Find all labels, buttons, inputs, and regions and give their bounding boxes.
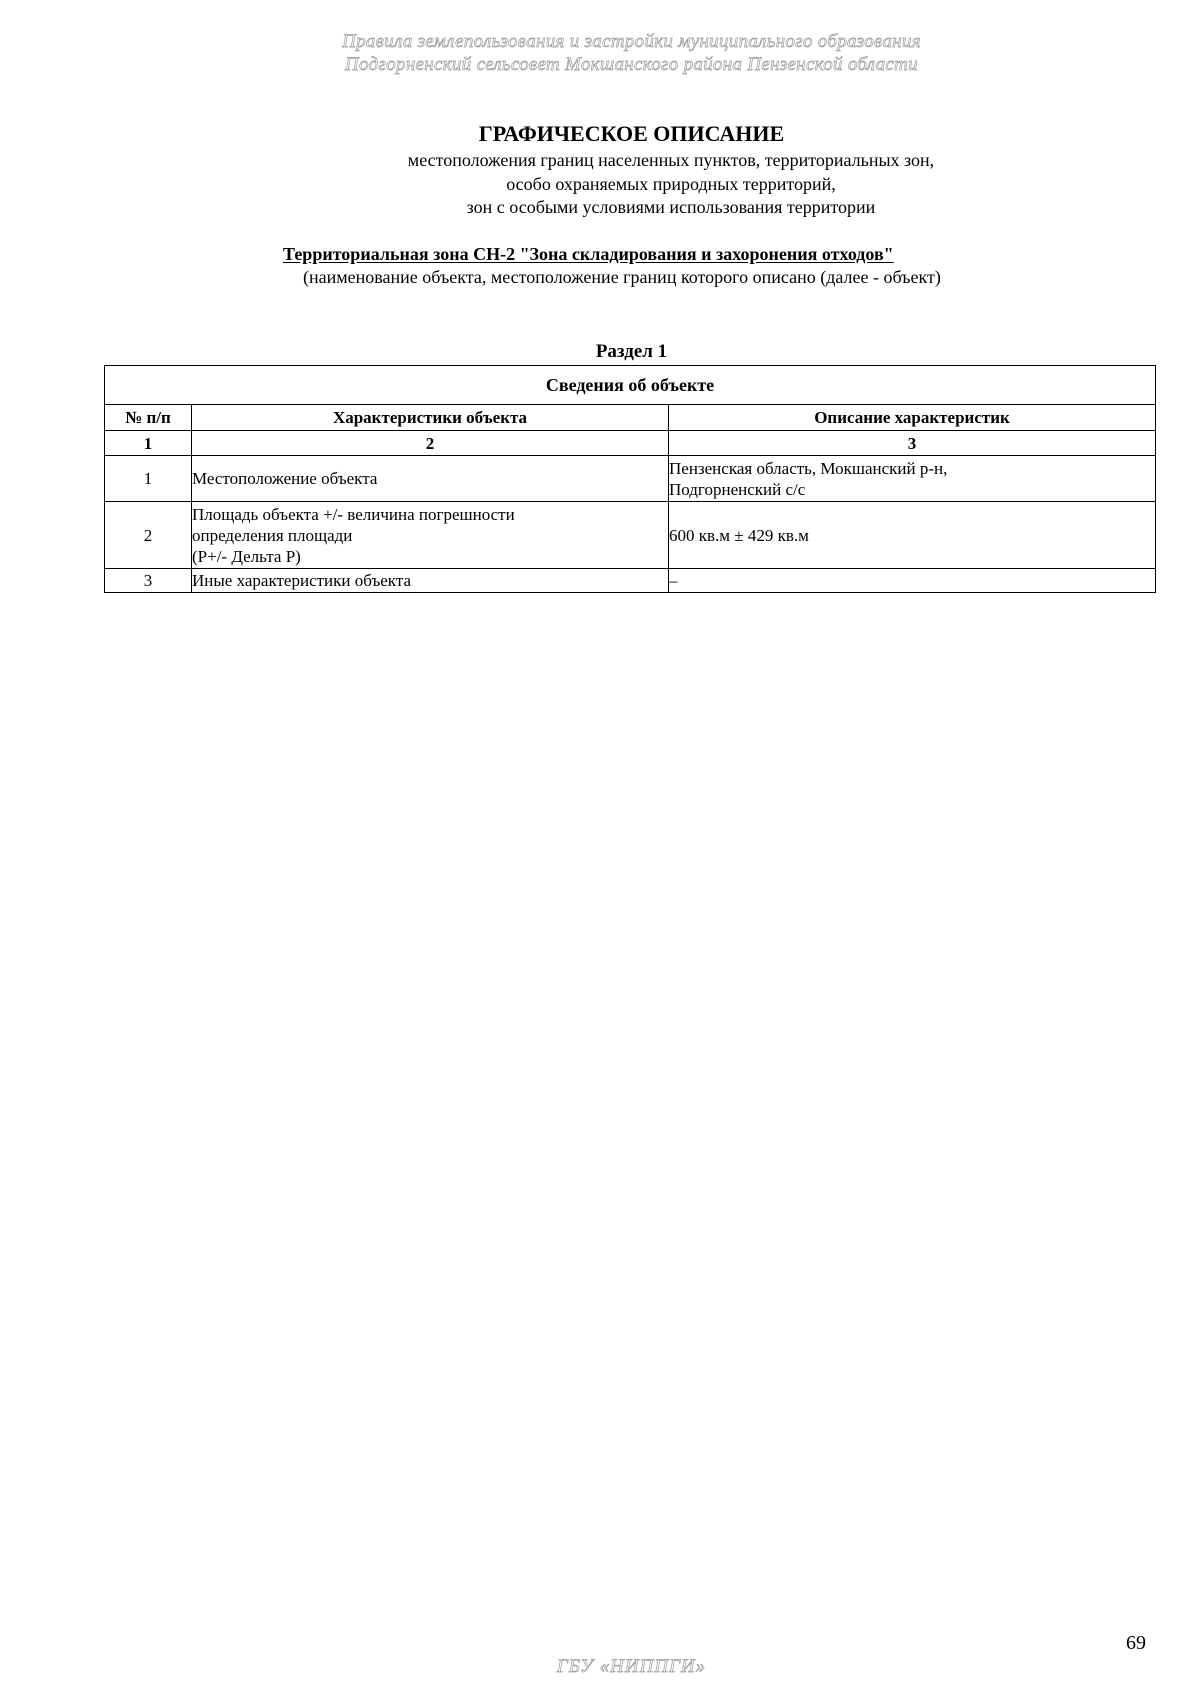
row-description <box>669 502 1156 569</box>
table-header-row <box>105 405 1156 431</box>
subtitle-line-1: местоположения границ населенных пунктов, территориальных зон, <box>407 150 935 170</box>
description-line: Подгорненский с/с <box>669 479 806 499</box>
object-info-table <box>104 365 1156 593</box>
subtitle-line-3: зон с особыми условиями использования территории <box>466 197 876 217</box>
column-number-3: 3 <box>669 431 1156 456</box>
table-column-numbers-row <box>105 431 1156 456</box>
column-header-description: Описание характеристик <box>669 405 1156 431</box>
description-line: Пензенская область, Мокшанский р-н, <box>669 458 948 478</box>
running-header-line-2: Подгорненский сельсовет Мокшанского района Пензенской области <box>345 54 918 75</box>
running-header <box>0 30 1200 76</box>
document-title: ГРАФИЧЕСКОЕ ОПИСАНИЕ <box>478 121 785 146</box>
description-line: – <box>669 571 678 590</box>
row-description <box>669 456 1156 502</box>
characteristic-line: (P+/- Дельта P) <box>192 546 301 566</box>
column-header-characteristic: Характеристики объекта <box>192 405 669 431</box>
row-number: 3 <box>105 569 192 593</box>
object-name-caption: (наименование объекта, местоположение границ которого описано (далее - объект) <box>303 267 941 287</box>
column-header-number: № п/п <box>105 405 192 431</box>
characteristic-line: Местоположение объекта <box>192 469 378 488</box>
section-title: Раздел 1 <box>595 341 668 362</box>
row-description <box>669 569 1156 593</box>
page-number: 69 <box>1126 1632 1146 1654</box>
document-subtitle <box>0 149 1200 220</box>
row-number: 1 <box>105 456 192 502</box>
characteristic-line: Площадь объекта +/- величина погрешности <box>192 504 515 524</box>
footer-organization: ГБУ «НИППГИ» <box>556 1656 707 1677</box>
table-row <box>105 502 1156 569</box>
column-number-1: 1 <box>105 431 192 456</box>
table-caption-row <box>105 366 1156 405</box>
description-line: 600 кв.м ± 429 кв.м <box>669 525 809 545</box>
column-number-2: 2 <box>192 431 669 456</box>
characteristic-line: определения площади <box>192 525 353 545</box>
row-characteristic <box>192 502 669 569</box>
row-characteristic <box>192 569 669 593</box>
running-header-line-1: Правила землепользования и застройки муниципального образования <box>342 31 921 52</box>
table-row <box>105 456 1156 502</box>
row-characteristic <box>192 456 669 502</box>
object-name: Территориальная зона СН-2 "Зона складирования и захоронения отходов" <box>283 244 894 264</box>
row-number: 2 <box>105 502 192 569</box>
table-row <box>105 569 1156 593</box>
characteristic-line: Иные характеристики объекта <box>192 571 412 590</box>
subtitle-line-2: особо охраняемых природных территорий, <box>506 173 836 194</box>
table-caption: Сведения об объекте <box>105 366 1156 405</box>
